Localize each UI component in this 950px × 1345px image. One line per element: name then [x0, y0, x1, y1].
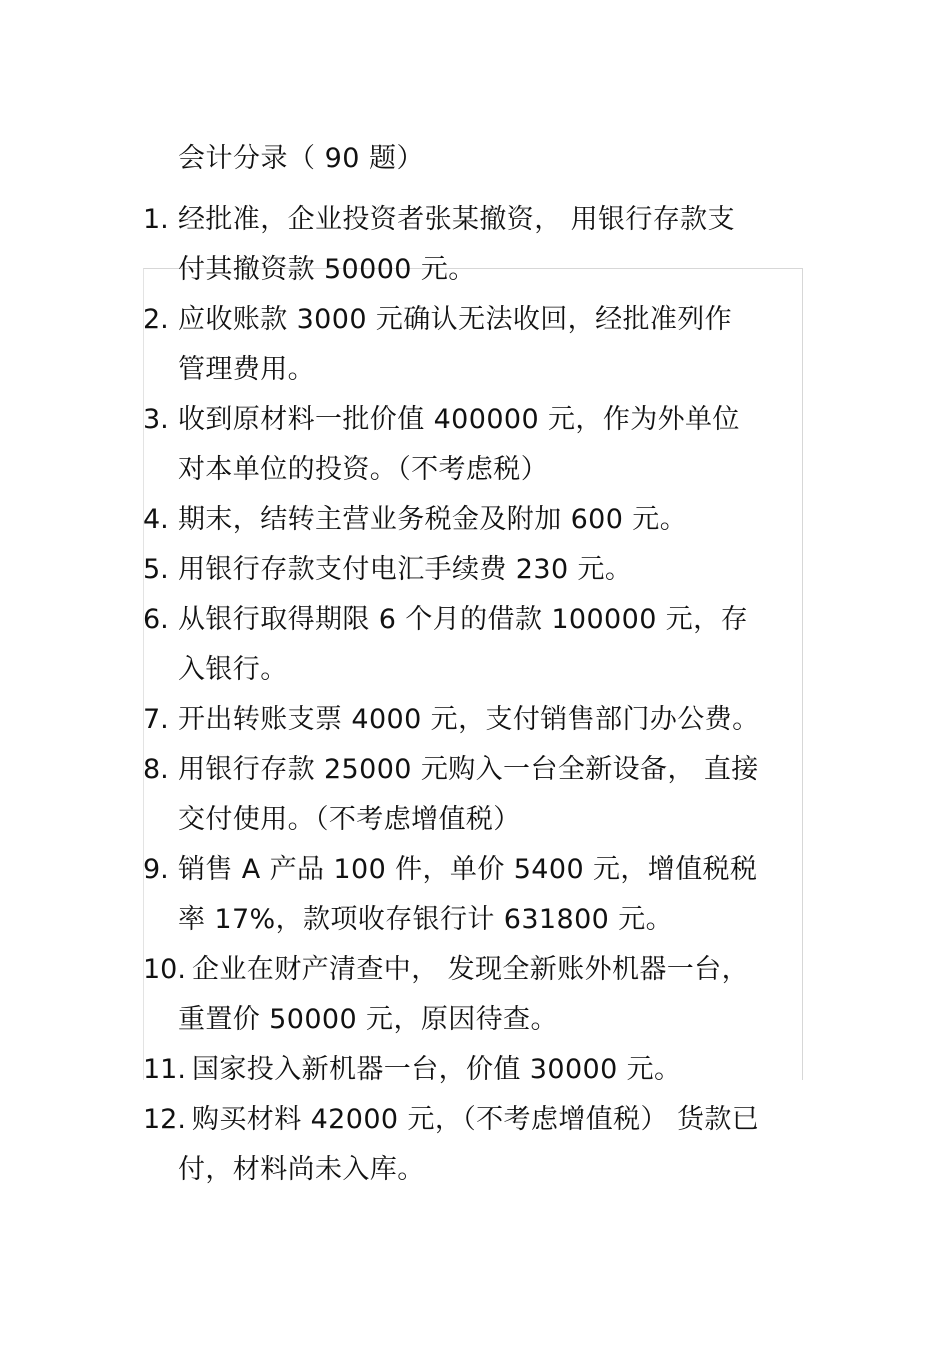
- list-item: [0, 495, 950, 545]
- item-text-line: 管理费用。: [178, 354, 315, 385]
- item-number: 10.: [143, 954, 186, 985]
- item-text-line: 从银行取得期限 6 个月的借款 100000 元，存: [178, 604, 748, 635]
- item-text-line: 收到原材料一批价值 400000 元，作为外单位: [178, 404, 740, 435]
- item-text-line: 应收账款 3000 元确认无法收回，经批准列作: [178, 304, 733, 335]
- item-text-line: 用银行存款支付电汇手续费 230 元。: [178, 554, 633, 585]
- item-text-line: 对本单位的投资。（不考虑税）: [178, 454, 549, 485]
- item-number: 12.: [143, 1104, 186, 1135]
- item-text-line: 开出转账支票 4000 元，支付销售部门办公费。: [178, 704, 760, 735]
- item-text-line: 用银行存款 25000 元购入一台全新设备， 直接: [178, 754, 759, 785]
- item-number: 8.: [143, 754, 169, 785]
- list-item: [0, 745, 950, 845]
- item-text-line: 购买材料 42000 元，（不考虑增值税） 货款已: [192, 1104, 760, 1135]
- list-item: [0, 695, 950, 745]
- list-item: [0, 195, 950, 295]
- item-text-line: 国家投入新机器一台，价值 30000 元。: [192, 1054, 682, 1085]
- item-text-line: 率 17%，款项收存银行计 631800 元。: [178, 904, 674, 935]
- item-text-line: 付其撤资款 50000 元。: [178, 254, 476, 285]
- item-text-line: 经批准，企业投资者张某撤资， 用银行存款支: [178, 204, 735, 235]
- item-text-line: 入银行。: [178, 654, 288, 685]
- item-number: 7.: [143, 704, 169, 735]
- item-number: 5.: [143, 554, 169, 585]
- list-item: [0, 545, 950, 595]
- item-text-line: 期末，结转主营业务税金及附加 600 元。: [178, 504, 688, 535]
- item-number: 11.: [143, 1054, 186, 1085]
- list-item: [0, 1095, 950, 1195]
- list-item: [0, 1045, 950, 1095]
- item-text-line: 交付使用。（不考虑增值税）: [178, 804, 521, 835]
- item-text-line: 重置价 50000 元，原因待查。: [178, 1004, 558, 1035]
- list-item: [0, 395, 950, 495]
- item-number: 4.: [143, 504, 169, 535]
- list-item: [0, 295, 950, 395]
- item-number: 1.: [143, 204, 169, 235]
- list-item: [0, 845, 950, 945]
- item-text-line: 企业在财产清查中， 发现全新账外机器一台，: [192, 954, 749, 985]
- list-item: [0, 945, 950, 1045]
- item-text-line: 销售 A 产品 100 件，单价 5400 元，增值税税: [178, 854, 758, 885]
- item-number: 3.: [143, 404, 169, 435]
- item-number: 6.: [143, 604, 169, 635]
- item-number: 9.: [143, 854, 169, 885]
- list-item: [0, 595, 950, 695]
- item-text-line: 付，材料尚未入库。: [178, 1154, 425, 1185]
- question-list: [0, 195, 950, 1195]
- item-number: 2.: [143, 304, 169, 335]
- page-title: 会计分录（ 90 题）: [178, 143, 425, 174]
